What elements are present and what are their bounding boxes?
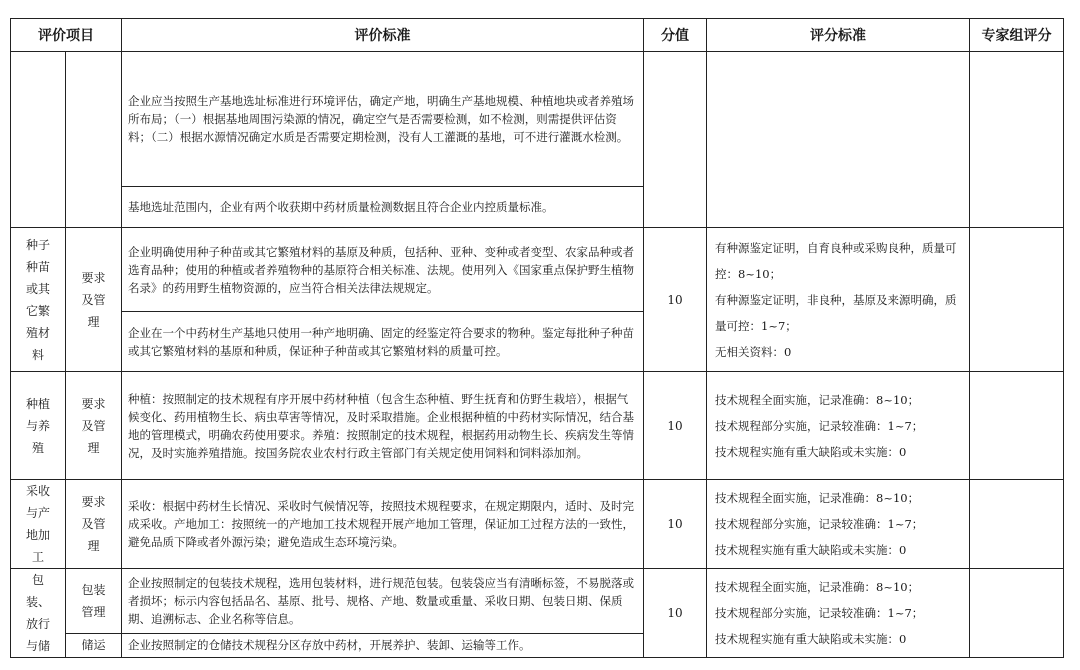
rubric-line: 技术规程部分实施，记录较准确：1~7； (715, 517, 924, 531)
header-item: 评价项目 (11, 19, 122, 52)
rubric-cell (707, 228, 970, 372)
score-cell: 10 (644, 228, 707, 372)
table-row (11, 569, 1064, 634)
rubric-line: 技术规程实施有重大缺陷或未实施：0 (715, 444, 907, 459)
expert-score-cell[interactable] (970, 372, 1064, 480)
standard-cell: 企业按照制定的仓储技术规程分区存放中药材，开展养护、装卸、运输等工作。 (122, 633, 644, 657)
rubric-cell (707, 569, 970, 658)
rubric-line: 技术规程全面实施，记录准确：8~10； (715, 580, 920, 594)
table-row (11, 228, 1064, 312)
standard-cell: 企业按照制定的包装技术规程，选用包装材料，进行规范包装。包装袋应当有清晰标签，不易脱落或者损坏；标示内容包括品名、基原、批号、规格、产地、数量或重量、采收日期、包装日期、保质期、追溯标志、企业名称等信息。 (122, 569, 644, 634)
category-cell: 采收与产地加工 (11, 480, 66, 569)
standard-cell: 企业应当按照生产基地选址标准进行环境评估，确定产地，明确生产基地规模、种植地块或者养殖场所布局；（一）根据基地周围污染源的情况，确定空气是否需要检测，如不检测，则需提供评估资料；（二）根据水源情况确定水质是否需要定期检测，没有人工灌溉的基地，可不进行灌溉水检测。 (122, 52, 644, 187)
rubric-line: 技术规程部分实施，记录较准确：1~7； (715, 606, 924, 620)
rubric-line: 有种源鉴定证明，自育良种或采购良种，质量可控：8~10； (715, 240, 957, 281)
header-expert: 专家组评分 (970, 19, 1064, 52)
score-cell (644, 52, 707, 228)
rubric-line: 无相关资料：0 (715, 344, 792, 359)
header-row (11, 19, 1064, 52)
sub-cell: 储运 (66, 633, 122, 657)
rubric-cell (707, 52, 970, 228)
rubric-line: 技术规程部分实施，记录较准确：1~7； (715, 418, 924, 433)
category-cell: 包装、放行与储 (11, 569, 66, 658)
category-cell (11, 52, 66, 228)
standard-cell: 种植：按照制定的技术规程有序开展中药材种植（包含生态种植、野生抚育和仿野生栽培），根据气候变化、药用植物生长、病虫草害等情况，及时采取措施。企业根据种植的中药材实际情况，结合基地的管理模式，明确农药使用要求。养殖：按照制定的技术规程，根据药用动物生长、疾病发生等情况，及时实施养殖措施。按国务院农业农村行政主管部门有关规定使用饲料和饲料添加剂。 (122, 372, 644, 480)
rubric-line: 技术规程全面实施，记录准确：8~10； (715, 392, 920, 407)
header-rubric: 评分标准 (707, 19, 970, 52)
sub-cell (66, 52, 122, 228)
rubric-line: 有种源鉴定证明，非良种，基原及来源明确，质量可控：1~7； (715, 292, 957, 333)
rubric-cell (707, 480, 970, 569)
header-standard: 评价标准 (122, 19, 644, 52)
rubric-line: 技术规程实施有重大缺陷或未实施：0 (715, 543, 907, 557)
category-cell: 种子种苗或其它繁殖材料 (11, 228, 66, 372)
standard-cell: 基地选址范围内，企业有两个收获期中药材质量检测数据且符合企业内控质量标准。 (122, 187, 644, 228)
sub-cell: 要求及管理 (66, 372, 122, 480)
sub-cell: 要求及管理 (66, 228, 122, 372)
expert-score-cell[interactable] (970, 52, 1064, 228)
rubric-line: 技术规程全面实施，记录准确：8~10； (715, 491, 920, 505)
table-row (11, 480, 1064, 569)
sub-cell: 包装管理 (66, 569, 122, 634)
expert-score-cell[interactable] (970, 228, 1064, 372)
score-cell: 10 (644, 480, 707, 569)
expert-score-cell[interactable] (970, 480, 1064, 569)
expert-score-cell[interactable] (970, 569, 1064, 658)
standard-cell: 企业在一个中药材生产基地只使用一种产地明确、固定的经鉴定符合要求的物种。鉴定每批种子种苗或其它繁殖材料的基原和种质，保证种子种苗或其它繁殖材料的质量可控。 (122, 312, 644, 372)
table-row (11, 52, 1064, 187)
header-score: 分值 (644, 19, 707, 52)
table-row (11, 372, 1064, 480)
rubric-line: 技术规程实施有重大缺陷或未实施：0 (715, 632, 907, 646)
standard-cell: 采收：根据中药材生长情况、采收时气候情况等，按照技术规程要求，在规定期限内，适时、及时完成采收。产地加工：按照统一的产地加工技术规程开展产地加工管理，保证加工过程方法的一致性，避免品质下降或者外源污染；避免造成生态环境污染。 (122, 480, 644, 569)
score-cell: 10 (644, 569, 707, 658)
evaluation-table (10, 18, 1064, 658)
rubric-cell (707, 372, 970, 480)
sub-cell: 要求及管理 (66, 480, 122, 569)
category-cell: 种植与养殖 (11, 372, 66, 480)
standard-cell: 企业明确使用种子种苗或其它繁殖材料的基原及种质，包括种、亚种、变种或者变型、农家品种或者选育品种；使用的种植或者养殖物种的基原符合相关标准、法规。使用列入《国家重点保护野生植物名录》的药用野生植物资源的，应当符合相关法律法规规定。 (122, 228, 644, 312)
score-cell: 10 (644, 372, 707, 480)
